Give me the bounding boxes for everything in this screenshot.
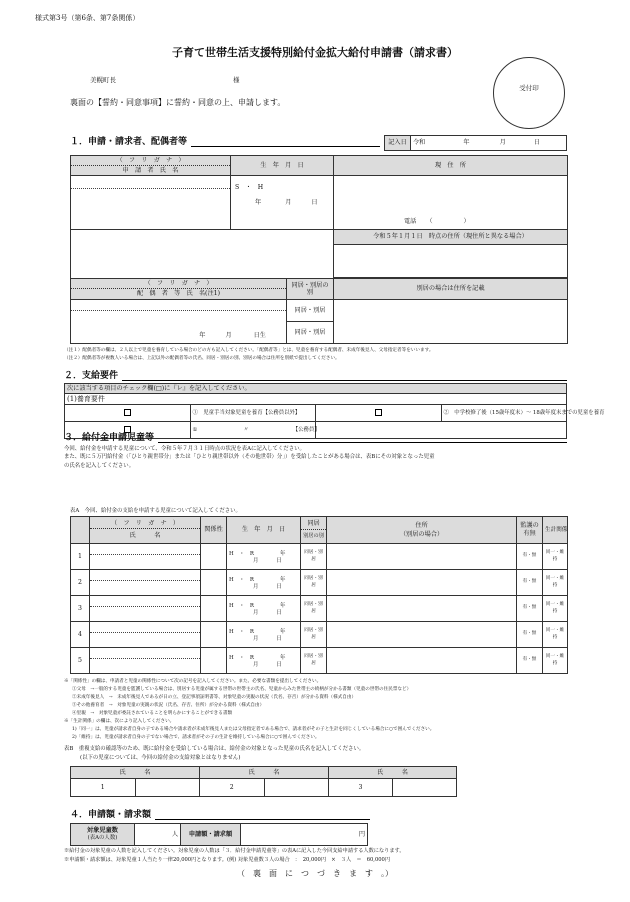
tableA-note-line: 1)「同一」は、児童が請求者自身の子である場合や請求者が未成年後見人または父母指定者である場合で、請求者がその子と生計を同じくしている場合に○で囲んでください。 [72, 727, 435, 732]
child-address-input[interactable] [327, 596, 517, 622]
child-custody-option[interactable]: 有・無 [517, 648, 543, 674]
address-label: 現 住 所 [334, 156, 568, 176]
section1-note-1: （注１）配偶者等の欄は、２人以上で児童を養育している場合のどの方も記入してください。「配偶者等」とは、児童を養育する配偶者、未成年後見人、父母指定者等をいいます。 [64, 348, 434, 353]
applicant-furigana-label: （ フ リ ガ ナ ） [71, 156, 230, 166]
custody-label: 監護の有無 [517, 517, 543, 544]
livelihood-label: 生計関係 [543, 517, 568, 544]
spouse-cohab-option-1[interactable]: 同居・別居 [287, 300, 334, 322]
tableB-name-input-2[interactable] [264, 779, 329, 797]
child-relationship-input[interactable] [201, 596, 227, 622]
child-livelihood-option[interactable]: 同一・維持 [543, 622, 568, 648]
child-address-input[interactable] [327, 622, 517, 648]
child-row [71, 648, 568, 674]
tableB-num-3: 3 [329, 779, 393, 797]
child-cohab-option[interactable]: 同居・別居 [301, 622, 327, 648]
applicant-address-input[interactable] [334, 176, 568, 230]
tableA-notes [64, 678, 434, 742]
tableA-note-line: ※「関係性」の欄は、申請者と児童の関係性について次の記号を記入してください。また、必要な書類を提出してください。 [64, 679, 322, 684]
amount-input[interactable] [241, 824, 368, 846]
phone-field[interactable]: （ ） [426, 218, 470, 226]
form-number: 様式第3号（第6条、第7条関係） [35, 14, 140, 22]
cohab-top-label: 同居 [301, 518, 326, 530]
cohab-bottom-label: 別居の別 [303, 532, 324, 539]
jan-address-label: 令和５年１月１日 時点の住所（現住所と異なる場合） [334, 230, 568, 245]
children-table [70, 516, 568, 674]
child-row-number: 2 [71, 570, 90, 596]
tableA-note-line: ③その他養育者 → 対象児童の実親の状況（氏名、存否、住所）が分かる資料（様式自由） [72, 703, 265, 708]
child-address-label: 住所 [415, 521, 428, 529]
tableA-note-line: ①父母 →一般的する児童を監護している場合は、別居する児童が属する世帯の世帯主の氏名、児童からみた世帯主の続柄が分かる書類（児童の世帯の住民票など） [72, 687, 412, 692]
section1-note-2: （注２）配偶者等が複数人いる場合は、上記以外の配偶者等の氏名、同居・別居の別、別居の場合は住所を別紙で提出してください。 [64, 356, 340, 361]
phone-label: 電話 [404, 218, 417, 226]
applicant-dob-input[interactable]: S ・ H 年 月 日 [231, 176, 334, 230]
child-cohab-option[interactable]: 同居・別居 [301, 570, 327, 596]
section3-heading: ３．給付金申請児童等 [64, 433, 567, 444]
tableA-caption: 表A 今回、給付金の支給を申請する児童について記入してください。 [70, 508, 241, 514]
child-count-input[interactable] [135, 824, 181, 846]
section2-heading: ２．支給要件 [64, 371, 567, 382]
filed-date-box [384, 135, 567, 151]
child-name-input[interactable] [90, 596, 201, 622]
checkbox-option-2[interactable] [375, 409, 382, 416]
tableA-note-line: ②未成年後見人 → 未成年後見人であるが日の立、登記事項証明書等、対象児童の実親の状況（氏名、存否）が分かる資料（様式自由） [72, 695, 357, 700]
yen-unit: 円 [358, 830, 365, 838]
child-relationship-input[interactable] [201, 544, 227, 570]
tableB-num-2: 2 [200, 779, 265, 797]
child-address-sub-label: （別居の場合） [399, 531, 444, 538]
prior-recipients-table [70, 766, 457, 797]
spouse-name-label: 配 偶 者 等 氏 名(注1) [136, 290, 220, 297]
child-name-input[interactable] [90, 570, 201, 596]
option-3-label: ① 〃 【公務員】 [190, 422, 316, 439]
child-row-number: 3 [71, 596, 90, 622]
child-dob-label: 生 年 月 日 [227, 517, 301, 544]
child-count-sublabel: (表Aの人数) [87, 835, 118, 842]
child-livelihood-option[interactable]: 同一・維持 [543, 596, 568, 622]
amount-table [70, 823, 368, 846]
child-row [71, 596, 568, 622]
child-custody-option[interactable]: 有・無 [517, 570, 543, 596]
child-dob-input[interactable]: H ・ R 年 月 日 [227, 622, 301, 648]
checkbox-option-1[interactable] [124, 409, 131, 416]
intro-text: 裏面の【誓約・同意事項】に誓約・同意の上、申請します。 [70, 98, 286, 107]
child-address-input[interactable] [327, 570, 517, 596]
reception-stamp-label: 受付印 [519, 84, 539, 92]
tableB-name-input-3[interactable] [393, 779, 457, 797]
option-2-label: ② 中学校修了後（15歳年度末）～ 18歳年度末までの児童を養育 [441, 405, 567, 422]
child-dob-input[interactable]: H ・ R 年 月 日 [227, 544, 301, 570]
spouse-cohab-option-2[interactable]: 同居・別居 [287, 322, 334, 344]
child-name-input[interactable] [90, 622, 201, 648]
child-row [71, 544, 568, 570]
amount-label: 申請額・請求額 [181, 824, 241, 846]
applicant-name-input[interactable] [71, 176, 231, 230]
addressee: 美幌町長 [90, 76, 116, 84]
child-custody-option[interactable]: 有・無 [517, 596, 543, 622]
section3-para-1: 今回、給付金を申請する児童について、令和５年７月３１日時点の状況を表Aに記入してください。 [64, 446, 305, 452]
spouse-name-input[interactable]: 年 月 日生 [71, 300, 287, 344]
child-livelihood-option[interactable]: 同一・維持 [543, 648, 568, 674]
tableB-name-header-1: 氏 名 [71, 767, 200, 779]
child-cohab-option[interactable]: 同居・別居 [301, 648, 327, 674]
dob-label: 生 年 月 日 [231, 156, 334, 176]
tableB-name-header-2: 氏 名 [200, 767, 329, 779]
child-row [71, 622, 568, 648]
tableB-num-1: 1 [71, 779, 136, 797]
section4-note-2: ※申請額・請求額は、対象児童１人当たり一律20,000円となります。(例) 対象児童数３人の場合 ： 20,000円 × ３人 ＝ 60,000円 [64, 857, 391, 863]
filed-date-field[interactable]: 令和 年 月 日 [411, 136, 567, 151]
child-custody-option[interactable]: 有・無 [517, 622, 543, 648]
tableB-name-input-1[interactable] [135, 779, 200, 797]
child-dob-input[interactable]: H ・ R 年 月 日 [227, 648, 301, 674]
child-name-input[interactable] [90, 544, 201, 570]
reception-stamp-circle [493, 57, 565, 129]
jan-address-input[interactable] [334, 245, 568, 278]
filed-date-label: 記入日 [385, 136, 411, 151]
relationship-label: 関係性 [201, 517, 227, 544]
addressee-honorific: 様 [233, 76, 240, 84]
child-count-label: 対象児童数 [87, 826, 118, 834]
applicant-table [70, 155, 568, 344]
child-row-number: 5 [71, 648, 90, 674]
child-name-label: 氏 名 [129, 531, 161, 539]
spouse-furigana-label: （ フ リ ガ ナ ） [71, 279, 286, 289]
section4-heading: ４．申請額・請求額 [70, 810, 370, 821]
option-1-label: ① 児童手当対象児童を養育【公務員以外】 [190, 405, 316, 422]
child-relationship-input[interactable] [201, 622, 227, 648]
requirement-instruction: 次に該当する項目のチェック欄(□)に『レ』を記入してください。 [65, 384, 567, 394]
child-furigana-label: （ フ リ ガ ナ ） [90, 518, 200, 529]
separate-address-label: 別居の場合は住所を記載 [334, 279, 568, 300]
child-row-number: 4 [71, 622, 90, 648]
form-title: 子育て世帯生活支援特別給付金拡大給付申請書（請求書） [172, 46, 458, 59]
continued-on-back: （ 裏 面 に つ づ き ま す 。） [237, 869, 393, 878]
child-name-input[interactable] [90, 648, 201, 674]
child-cohab-option[interactable]: 同居・別居 [301, 596, 327, 622]
child-custody-option[interactable]: 有・無 [517, 544, 543, 570]
requirement-subheading: (1)養育要件 [65, 394, 567, 405]
child-livelihood-option[interactable]: 同一・維持 [543, 544, 568, 570]
child-livelihood-option[interactable]: 同一・維持 [543, 570, 568, 596]
child-row [71, 570, 568, 596]
applicant-name-label: 申 請 者 氏 名 [122, 167, 179, 174]
child-relationship-input[interactable] [201, 570, 227, 596]
tableA-note-line: 2)「維持」は、児童が請求者自身の子でない場合で、請求者がその子の生計を維持している場合に○で囲んでください。 [72, 735, 320, 740]
child-address-input[interactable] [327, 544, 517, 570]
child-dob-input[interactable]: H ・ R 年 月 日 [227, 596, 301, 622]
spouse-address-input[interactable] [334, 300, 568, 344]
tableA-note-line: ※「生計関係」の欄は、次により記入してください。 [64, 719, 175, 724]
child-address-input[interactable] [327, 648, 517, 674]
child-cohab-option[interactable]: 同居・別居 [301, 544, 327, 570]
blank-area [71, 230, 334, 278]
tableB-caption: 表B 重複支給の確認等のため、既に給付金を受給している場合は、給付金の対象となった児童の氏名を記入してください。 [64, 746, 365, 752]
child-dob-input[interactable]: H ・ R 年 月 日 [227, 570, 301, 596]
tableB-name-header-3: 氏 名 [329, 767, 457, 779]
section4-note-1: ※給付金の対象児童の人数を記入してください。対象児童の人数は「３．給付金申請児童等」の表Aに記入した今回支給申請する人数になります。 [64, 848, 405, 854]
section3-para-3: の氏名を記入してください。 [64, 463, 135, 469]
tableB-note: (以下の児童については、今回の給付金の支給対象とはなりません) [80, 755, 241, 761]
requirement-table [64, 383, 605, 439]
child-row-number: 1 [71, 544, 90, 570]
cohabitation-label: 同居・別居の別 [287, 279, 334, 300]
child-relationship-input[interactable] [201, 648, 227, 674]
section3-para-2: また、既に５万円給付金（「ひとり親世帯分」または「ひとり親世帯以外（その他世帯）分」）を受給したことがある場合は、表Bにその対象となった児童 [64, 454, 435, 460]
tableA-note-line: ④里親 → 対象児童が委託されていることを明らかにすることができる書類 [72, 711, 233, 716]
section1-heading: １．申請・請求者、配偶者等 [70, 137, 380, 148]
person-unit: 人 [171, 830, 178, 838]
